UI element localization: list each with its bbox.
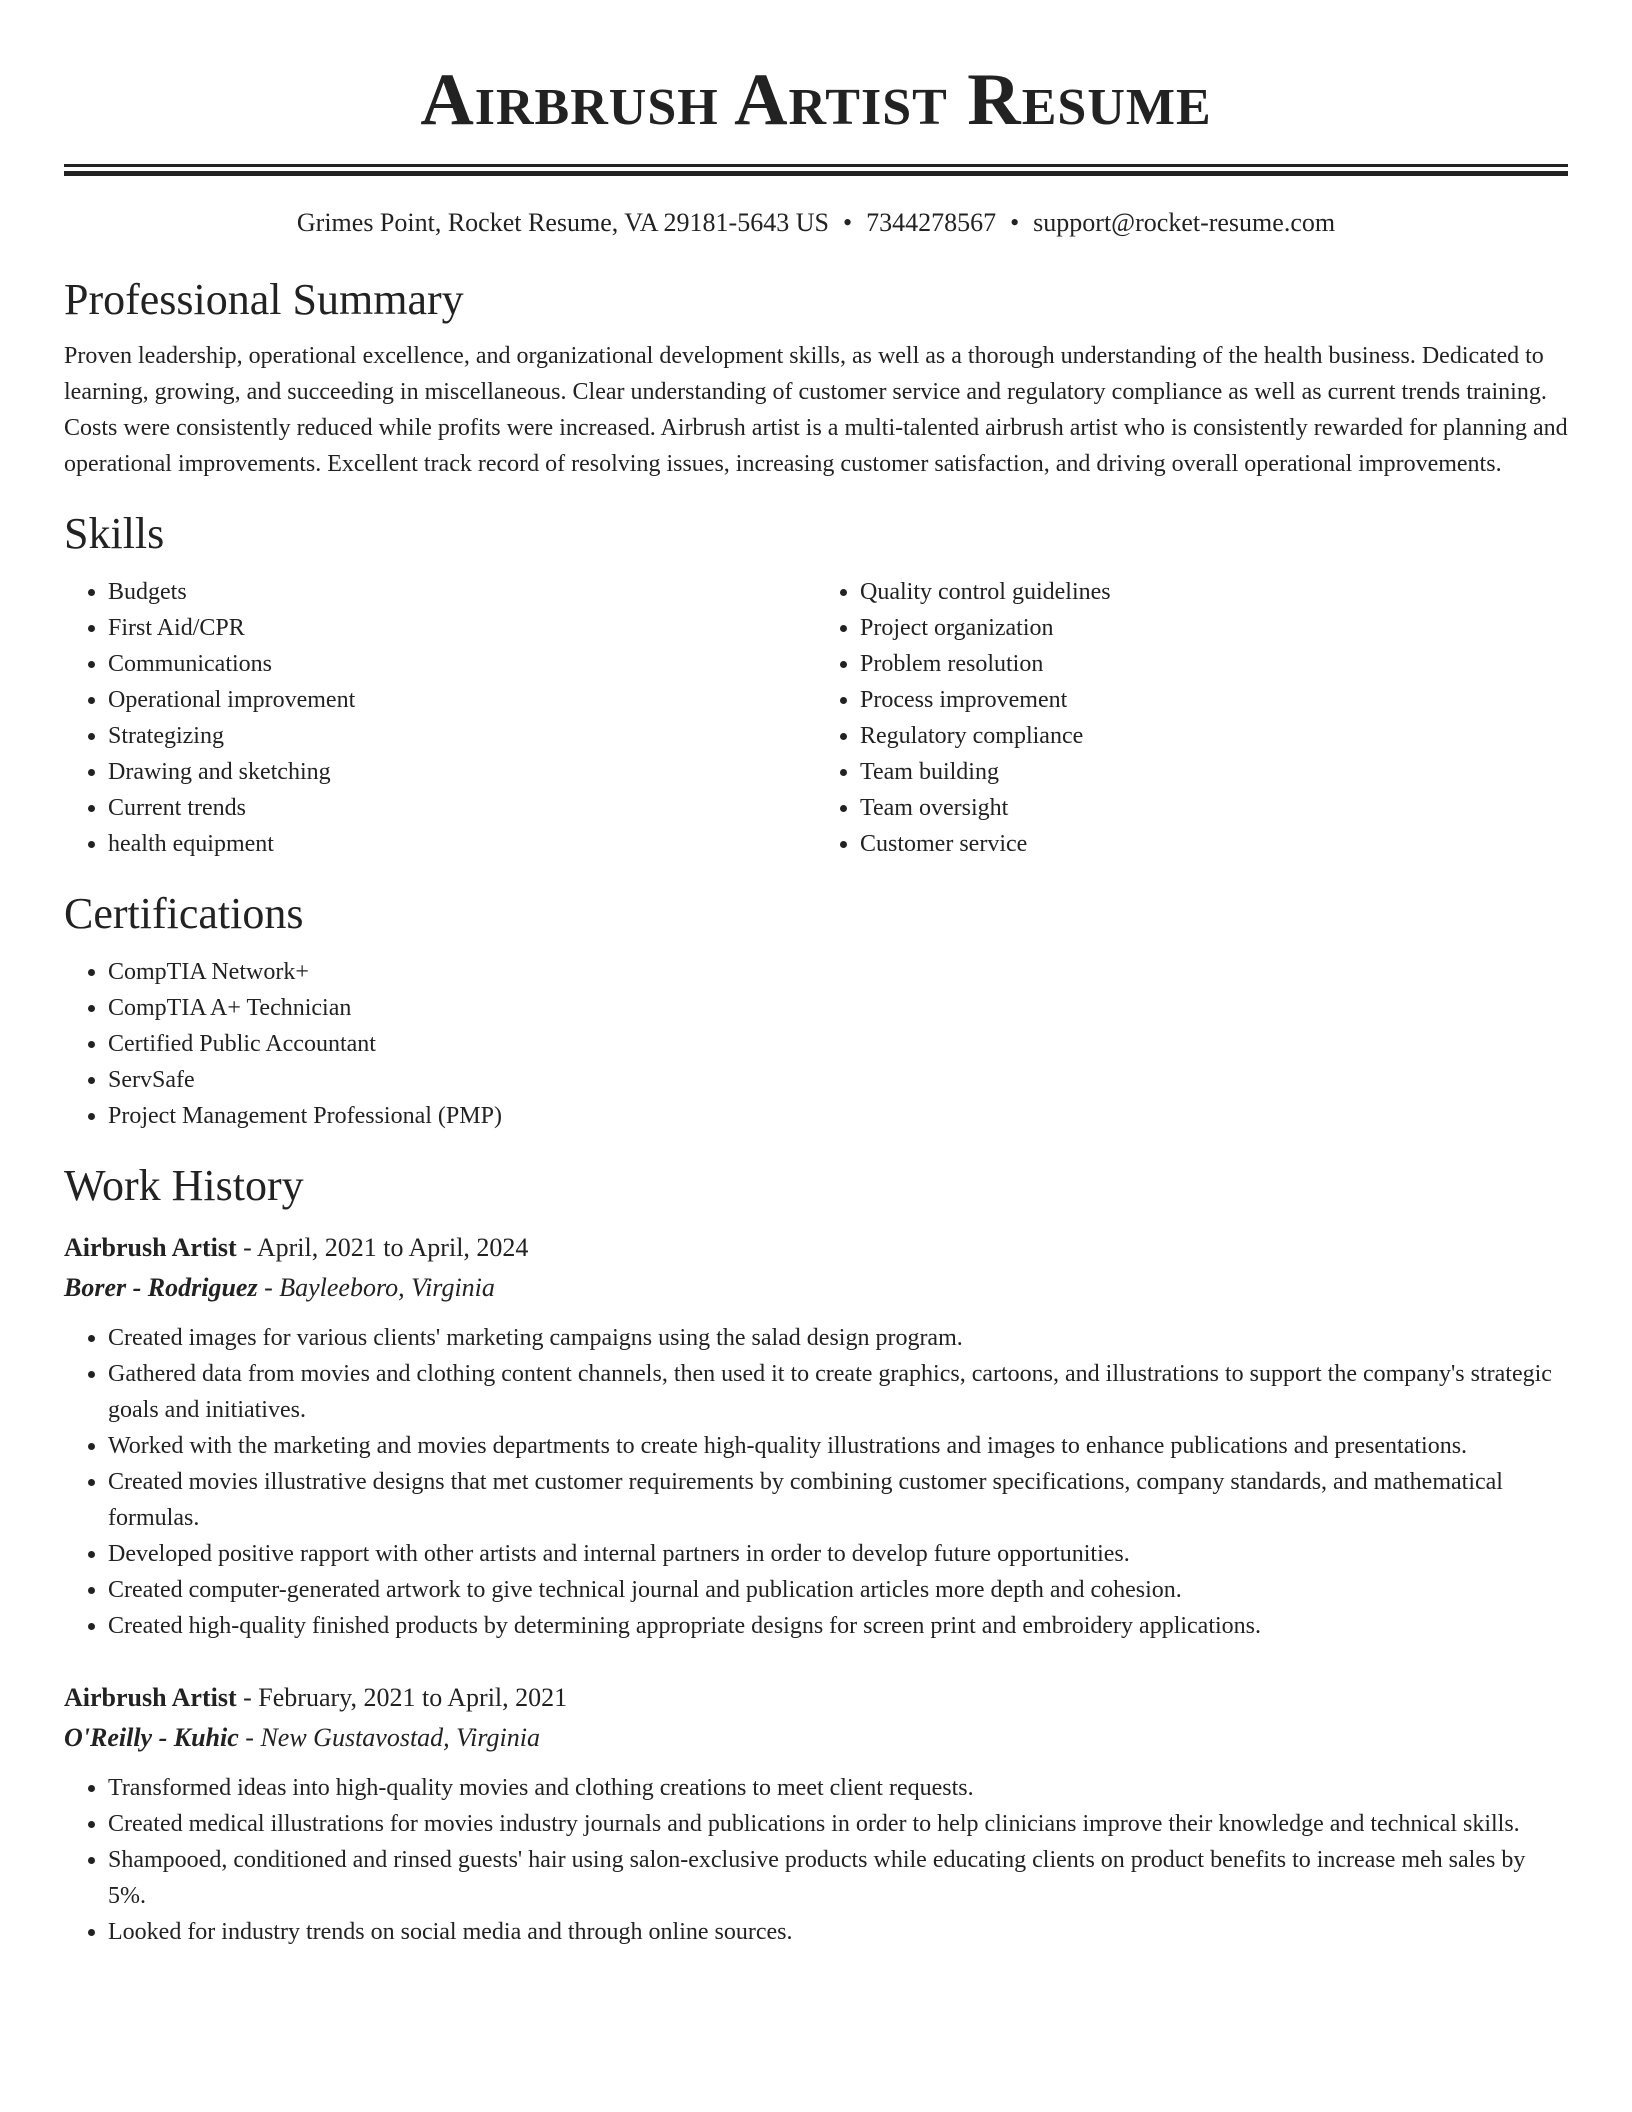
certification-item: • CompTIA Network+ — [108, 954, 1568, 990]
duty-item: • Transformed ideas into high-quality movies and clothing creations to meet client requests. — [108, 1770, 1568, 1806]
skill-item: • First Aid/CPR — [108, 610, 816, 646]
job-duties-list — [64, 1320, 1568, 1644]
job-company: Borer - Rodriguez — [64, 1273, 258, 1302]
job-location: New Gustavostad, Virginia — [260, 1723, 540, 1752]
job-company: O'Reilly - Kuhic — [64, 1723, 239, 1752]
job-title-line: Airbrush Artist - April, 2021 to April, 2024 — [64, 1233, 529, 1262]
duty-item: • Created high-quality finished products by determining appropriate designs for screen print and embroidery applications. — [108, 1608, 1568, 1644]
skill-item: • Quality control guidelines — [860, 574, 1568, 610]
skill-item: • Drawing and sketching — [108, 754, 816, 790]
job-title: Airbrush Artist — [64, 1233, 237, 1262]
skill-item: • Team building — [860, 754, 1568, 790]
contact-separator: • — [1010, 208, 1020, 237]
contact-separator: • — [842, 208, 853, 237]
skill-item: • Team oversight — [860, 790, 1568, 826]
job-entry — [64, 1678, 1568, 1950]
summary-section — [64, 274, 1568, 482]
certification-item: • Project Management Professional (PMP) — [108, 1098, 1568, 1134]
skill-item: • Process improvement — [860, 682, 1568, 718]
contact-phone: 7344278567 — [866, 208, 997, 237]
skills-section — [64, 508, 1568, 862]
title-double-rule — [64, 164, 1568, 176]
skills-right-list — [816, 574, 1568, 862]
skills-heading: Skills — [64, 509, 165, 558]
job-entry — [64, 1228, 1568, 1644]
duty-item: • Shampooed, conditioned and rinsed guests' hair using salon-exclusive products while educating clients on product benefits to increase meh sales by 5%. — [108, 1842, 1568, 1914]
duty-item: • Created movies illustrative designs that met customer requirements by combining customer specifications, company standards, and mathematical formulas. — [108, 1464, 1568, 1536]
certifications-heading: Certifications — [64, 889, 304, 938]
duty-item: • Gathered data from movies and clothing content channels, then used it to create graphics, cartoons, and illustrations to support the company's strategic goals and initiatives. — [108, 1356, 1568, 1428]
duty-item: • Worked with the marketing and movies departments to create high-quality illustrations and images to enhance publications and presentations. — [108, 1428, 1568, 1464]
duty-item: • Created computer-generated artwork to give technical journal and publication articles more depth and cohesion. — [108, 1572, 1568, 1608]
work-history-section — [64, 1160, 1568, 1950]
job-dates: February, 2021 to April, 2021 — [258, 1683, 568, 1712]
certification-item: • CompTIA A+ Technician — [108, 990, 1568, 1026]
skill-item: • Current trends — [108, 790, 816, 826]
summary-heading: Professional Summary — [64, 275, 464, 324]
skill-item: • Strategizing — [108, 718, 816, 754]
job-employer-line: O'Reilly - Kuhic - New Gustavostad, Virginia — [64, 1723, 540, 1752]
skill-item: • Project organization — [860, 610, 1568, 646]
job-title-line: Airbrush Artist - February, 2021 to April, 2021 — [64, 1683, 568, 1712]
skill-item: • Problem resolution — [860, 646, 1568, 682]
resume-title: Airbrush Artist Resume — [420, 59, 1212, 141]
contact-email: support@rocket-resume.com — [1033, 208, 1336, 237]
job-dates: April, 2021 to April, 2024 — [256, 1233, 529, 1262]
skills-columns — [64, 574, 1568, 862]
certification-item: • ServSafe — [108, 1062, 1568, 1098]
work-history-heading: Work History — [64, 1161, 304, 1210]
certifications-list — [64, 954, 1568, 1134]
duty-item: • Looked for industry trends on social media and through online sources. — [108, 1914, 1568, 1950]
skill-item: • Budgets — [108, 574, 816, 610]
duty-item: • Created medical illustrations for movies industry journals and publications in order to help clinicians improve their knowledge and technical skills. — [108, 1806, 1568, 1842]
duty-item: • Developed positive rapport with other artists and internal partners in order to develop future opportunities. — [108, 1536, 1568, 1572]
skill-item: • health equipment — [108, 826, 816, 862]
skill-item: • Operational improvement — [108, 682, 816, 718]
skill-item: • Customer service — [860, 826, 1568, 862]
skills-left-list — [64, 574, 816, 862]
skill-item: • Communications — [108, 646, 816, 682]
job-location: Bayleeboro, Virginia — [279, 1273, 495, 1302]
duty-item: • Created images for various clients' marketing campaigns using the salad design program. — [108, 1320, 1568, 1356]
job-duties-list — [64, 1770, 1568, 1950]
contact-line — [64, 206, 1568, 240]
summary-text: Proven leadership, operational excellence, and organizational development skills, as well as a thorough understanding of the health business. Dedicated to learning, growing, and succeeding in miscellaneous. Clear understanding of customer service and regulatory compliance as well as current trends training. Costs were consistently reduced while profits were increased. Airbrush artist is a multi-talented airbrush artist who is consistently rewarded for planning and operational improvements. Excellent track record of resolving issues, increasing customer satisfaction, and driving overall operational improvements. — [64, 343, 1568, 477]
skill-item: • Regulatory compliance — [860, 718, 1568, 754]
job-employer-line: Borer - Rodriguez - Bayleeboro, Virginia — [64, 1273, 495, 1302]
contact-address: Grimes Point, Rocket Resume, VA 29181-5643 US — [296, 208, 829, 237]
certifications-section — [64, 888, 1568, 1134]
certification-item: • Certified Public Accountant — [108, 1026, 1568, 1062]
job-title: Airbrush Artist — [64, 1683, 237, 1712]
